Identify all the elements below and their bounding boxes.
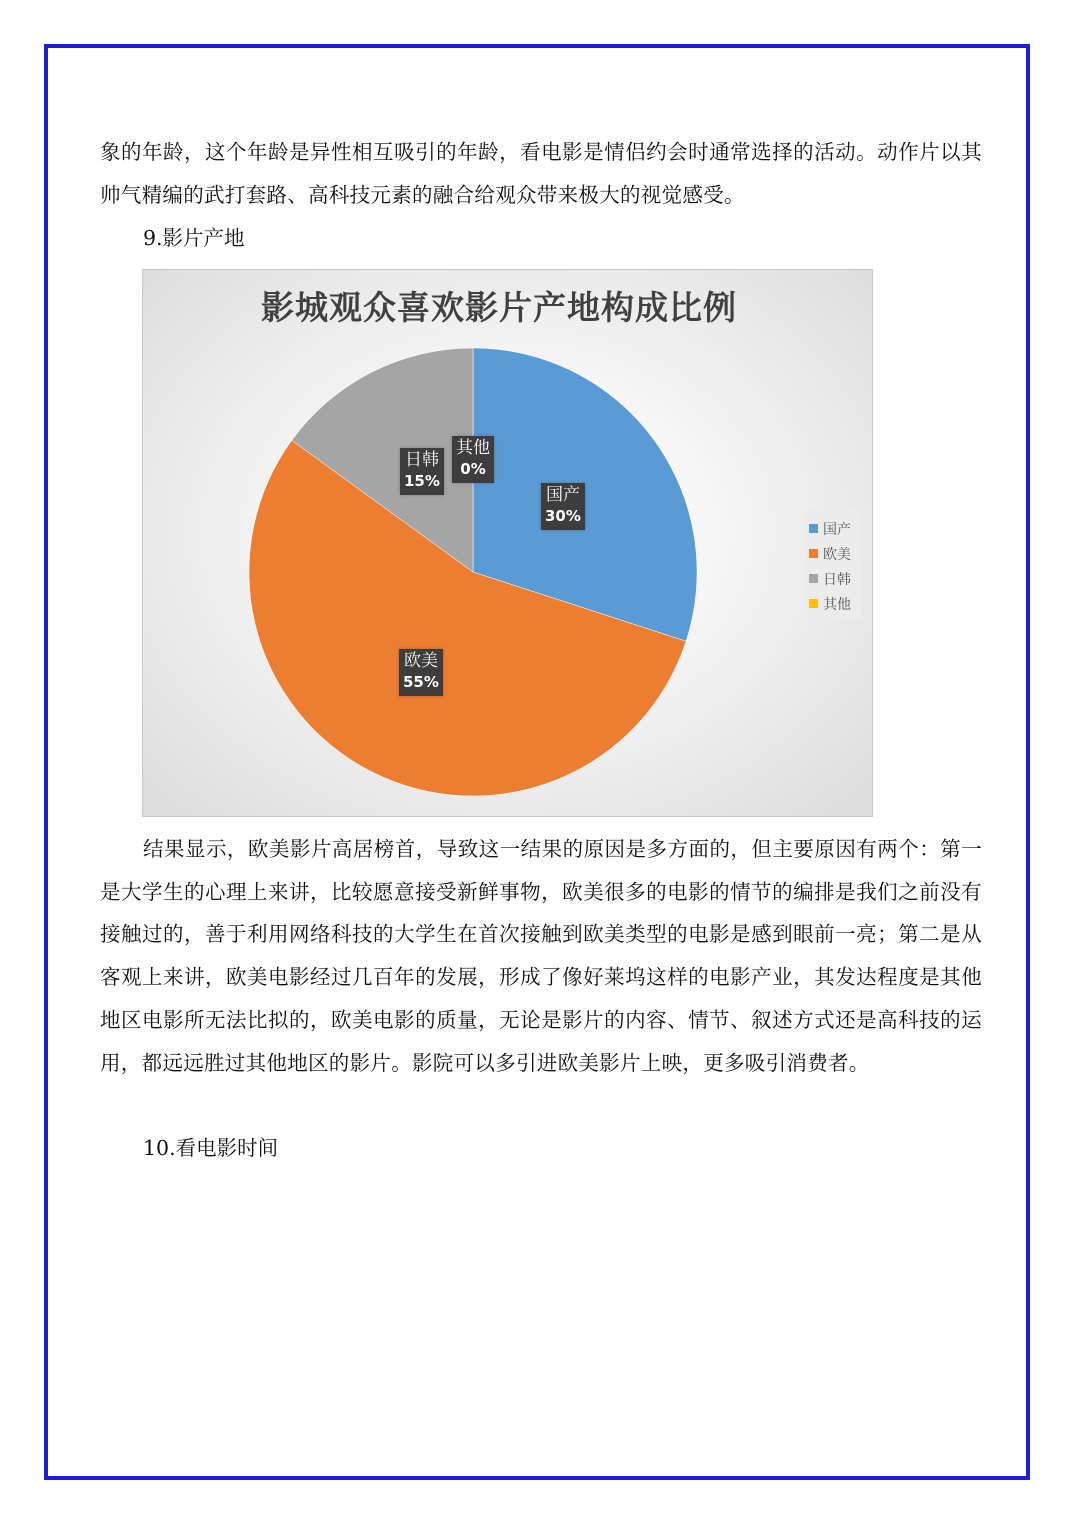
data-label-name: 欧美 (403, 651, 438, 671)
pie-chart-plot (143, 270, 874, 818)
legend-item-1 (809, 516, 861, 541)
data-label-value: 30% (545, 507, 581, 525)
legend-label: 国产 (823, 521, 851, 538)
legend-swatch (809, 574, 818, 583)
data-label-1 (541, 483, 585, 530)
section-heading-9: 9.影片产地 (143, 226, 245, 250)
chart-title: 影城观众喜欢影片产地构成比例 (261, 288, 737, 327)
legend-swatch (809, 599, 818, 608)
paragraph-age: 象的年龄，这个年龄是异性相互吸引的年龄，看电影是情侣约会时通常选择的活动。动作片以其帅气精编的武打套路、高科技元素的融合给观众带来极大的视觉感受。 (100, 140, 982, 207)
paragraph-analysis: 结果显示，欧美影片高居榜首，导致这一结果的原因是多方面的，但主要原因有两个：第一是大学生的心理上来讲，比较愿意接受新鲜事物，欧美很多的电影的情节的编排是我们之前没有接触过的，善于利用网络科技的大学生在首次接触到欧美类型的电影是感到眼前一亮；第二是从客观上来讲，欧美电影经过几百年的发展，形成了像好莱坞这样的电影产业，其发达程度是其他地区电影所无法比拟的，欧美电影的质量，无论是影片的内容、情节、叙述方式还是高科技的运用，都远远胜过其他地区的影片。影院可以多引进欧美影片上映，更多吸引消费者。 (100, 837, 982, 1075)
data-label-value: 0% (460, 460, 486, 478)
legend-item-4 (809, 591, 861, 616)
section-heading-10: 10.看电影时间 (143, 1136, 279, 1160)
chart-legend (803, 510, 861, 618)
legend-label: 日韩 (823, 571, 851, 588)
data-label-name: 其他 (456, 438, 490, 458)
data-label-4 (452, 436, 494, 483)
data-label-name: 日韩 (404, 450, 439, 470)
data-label-value: 15% (404, 472, 440, 490)
legend-item-2 (809, 541, 861, 566)
data-label-name: 国产 (545, 485, 580, 505)
legend-label: 欧美 (823, 546, 851, 563)
legend-swatch (809, 549, 818, 558)
data-label-3 (400, 448, 444, 495)
data-label-2 (399, 649, 443, 696)
legend-label: 其他 (823, 596, 851, 613)
data-label-value: 55% (403, 673, 439, 691)
legend-item-3 (809, 566, 861, 591)
legend-swatch (809, 524, 818, 533)
pie-chart (142, 269, 873, 817)
